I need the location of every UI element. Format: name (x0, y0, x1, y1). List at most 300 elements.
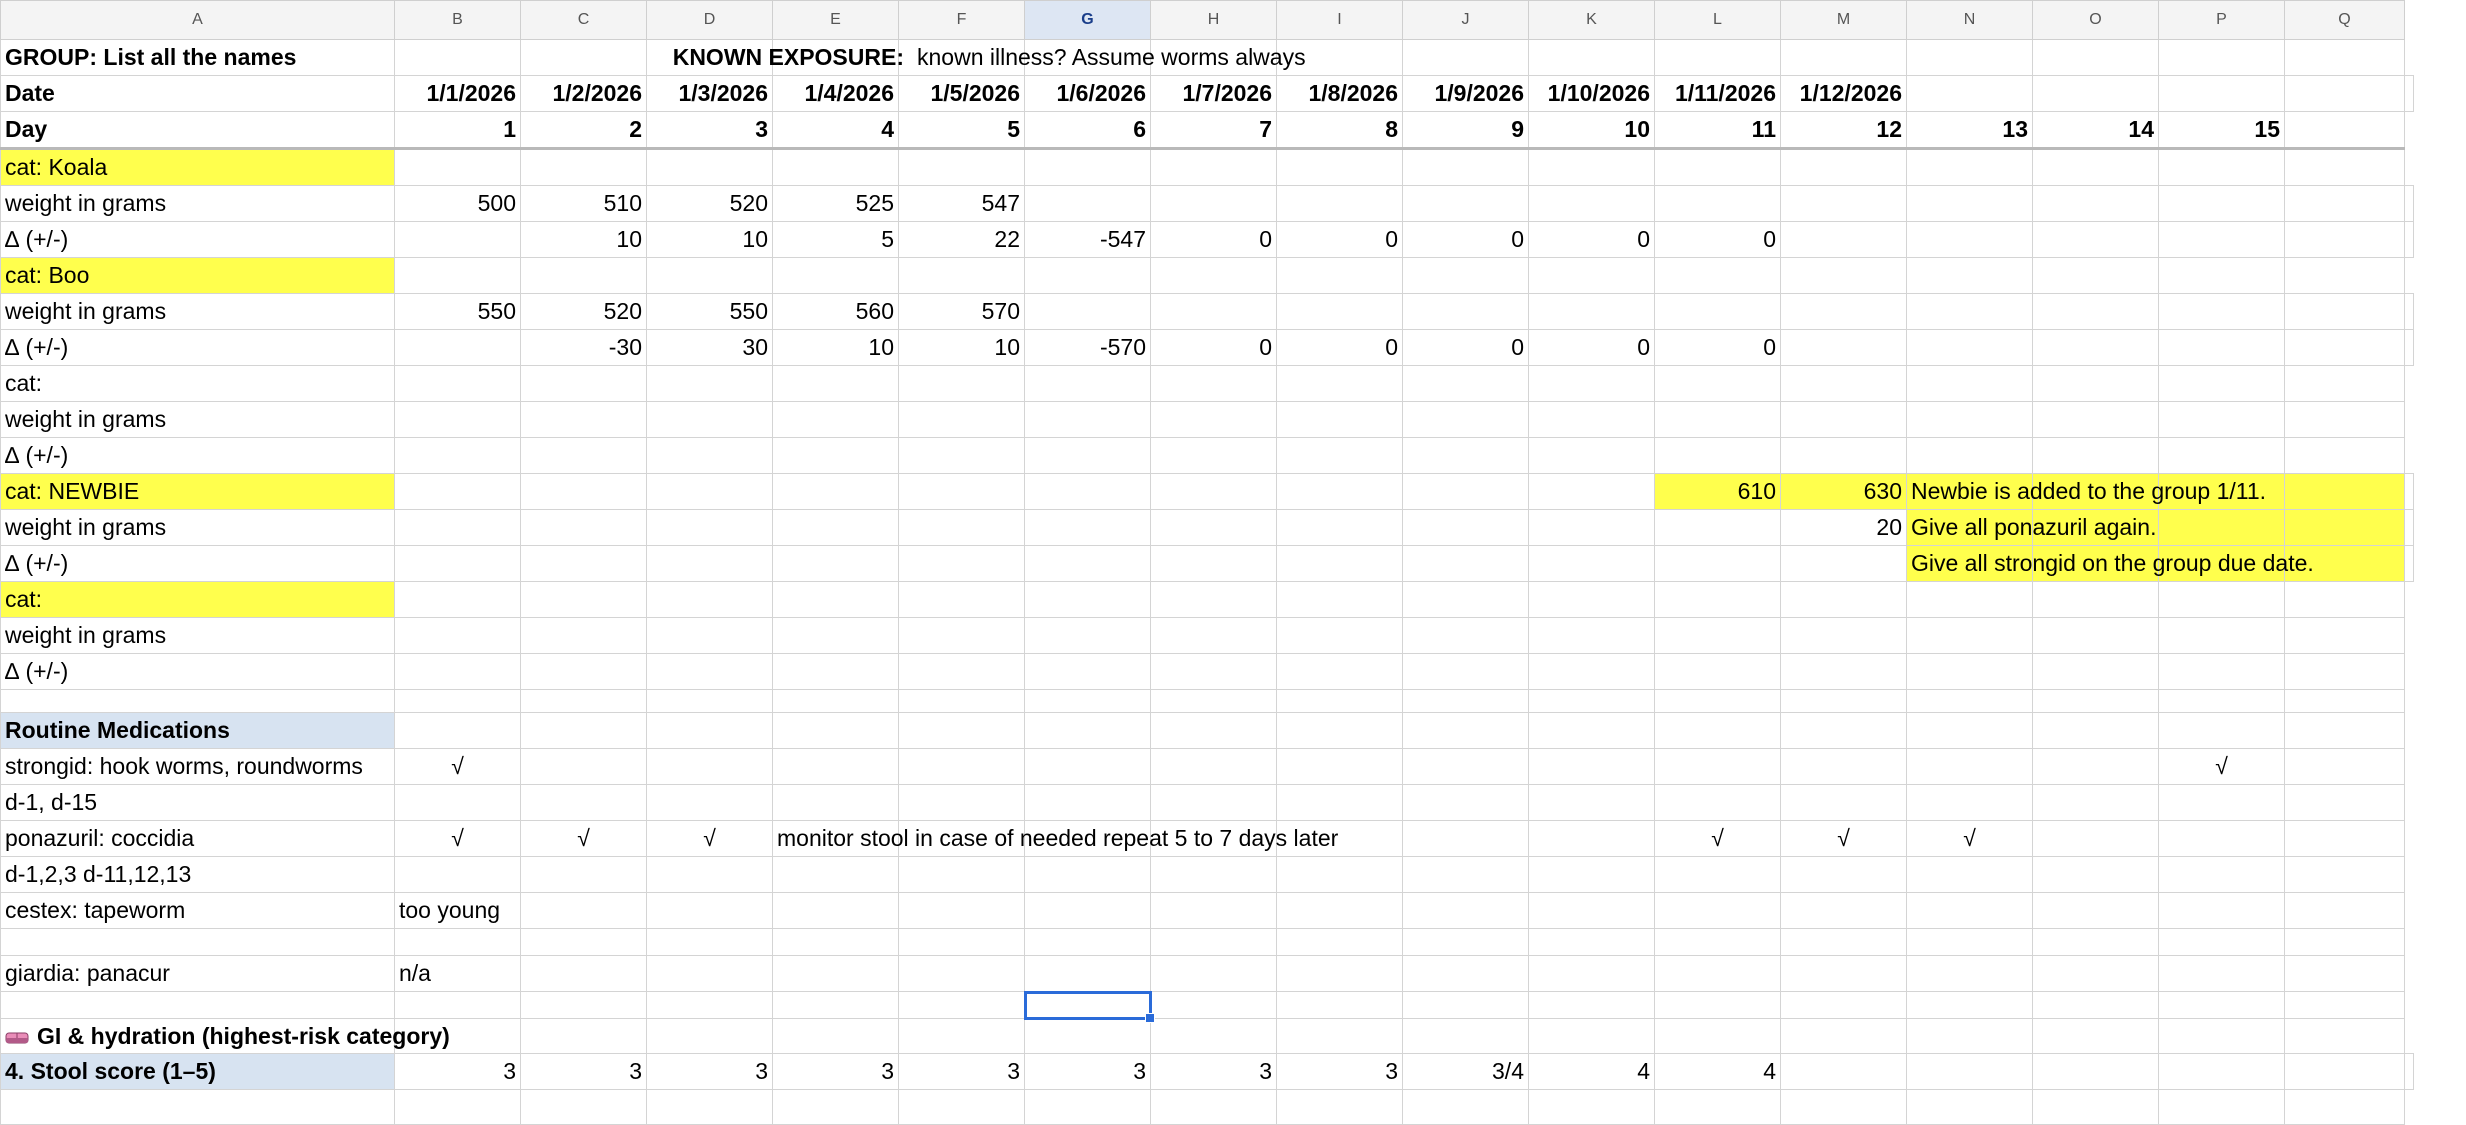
cell[interactable] (2033, 582, 2159, 618)
cell[interactable] (395, 510, 521, 546)
cell[interactable] (1277, 929, 1403, 956)
day-cell[interactable]: 15 (2159, 112, 2285, 149)
cell[interactable] (899, 149, 1025, 186)
delta-cell[interactable] (395, 222, 521, 258)
cell[interactable] (647, 893, 773, 929)
cell[interactable] (1529, 366, 1655, 402)
cell[interactable] (1655, 366, 1781, 402)
cell[interactable] (1403, 474, 1529, 510)
delta-cell[interactable]: 0 (1403, 330, 1529, 366)
cell[interactable] (773, 510, 899, 546)
cell[interactable] (647, 654, 773, 690)
cell[interactable] (2033, 785, 2159, 821)
cell[interactable] (1151, 956, 1277, 992)
cell[interactable] (1277, 893, 1403, 929)
cell[interactable] (2033, 713, 2159, 749)
cell[interactable] (2159, 857, 2285, 893)
delta-label[interactable]: ∆ (+/-) (1, 438, 395, 474)
cell[interactable] (1655, 1090, 1781, 1125)
cell[interactable] (2159, 893, 2285, 929)
cell[interactable] (1907, 330, 2033, 366)
cell[interactable] (1151, 366, 1277, 402)
cell[interactable] (1529, 785, 1655, 821)
delta-cell[interactable]: 0 (1655, 330, 1781, 366)
stool-score-cell[interactable]: 4 (1529, 1054, 1655, 1090)
cell[interactable] (1403, 654, 1529, 690)
cell[interactable] (647, 749, 773, 785)
cell[interactable] (1907, 1019, 2033, 1054)
delta-cell[interactable]: 30 (647, 330, 773, 366)
date-cell[interactable]: 1/8/2026 (1277, 76, 1403, 112)
cell[interactable] (1655, 618, 1781, 654)
date-cell[interactable]: 1/6/2026 (1025, 76, 1151, 112)
column-header[interactable]: Q (2285, 1, 2405, 40)
cell[interactable] (1151, 258, 1277, 294)
cell[interactable] (2285, 654, 2405, 690)
cell[interactable] (647, 857, 773, 893)
cell[interactable] (1529, 438, 1655, 474)
cell[interactable] (1277, 618, 1403, 654)
cat-name-cell[interactable]: cat: Koala (1, 149, 395, 186)
cell[interactable] (2159, 821, 2285, 857)
cell[interactable] (1403, 893, 1529, 929)
cell[interactable] (647, 956, 773, 992)
cell[interactable] (2159, 654, 2285, 690)
cell[interactable] (1277, 992, 1403, 1019)
cell[interactable] (773, 366, 899, 402)
cell[interactable] (647, 366, 773, 402)
cell[interactable] (1, 929, 395, 956)
cell[interactable] (2033, 1054, 2159, 1090)
check-mark-cell[interactable]: √ (647, 821, 773, 857)
ponazuril-label[interactable]: ponazuril: coccidia (1, 821, 395, 857)
cell[interactable] (647, 929, 773, 956)
weight-cell[interactable] (1277, 294, 1403, 330)
cell[interactable] (773, 402, 899, 438)
cell[interactable] (1277, 510, 1403, 546)
cell[interactable] (1529, 821, 1655, 857)
cell[interactable] (899, 258, 1025, 294)
day-cell[interactable]: 10 (1529, 112, 1655, 149)
weight-label[interactable]: weight in grams (1, 510, 395, 546)
cell[interactable] (2033, 294, 2159, 330)
cell[interactable] (1655, 510, 1781, 546)
cell[interactable] (1781, 893, 1907, 929)
cell[interactable] (1529, 149, 1655, 186)
cell[interactable] (1151, 618, 1277, 654)
stool-score-cell[interactable]: 3 (521, 1054, 647, 1090)
cell[interactable] (1277, 749, 1403, 785)
cell[interactable] (1907, 366, 2033, 402)
cell[interactable] (2033, 1090, 2159, 1125)
cell[interactable] (395, 992, 521, 1019)
cell[interactable] (773, 749, 899, 785)
cell[interactable] (1025, 582, 1151, 618)
cell[interactable] (1277, 1019, 1403, 1054)
cell[interactable] (1403, 929, 1529, 956)
cell[interactable] (899, 510, 1025, 546)
date-cell[interactable]: 1/1/2026 (395, 76, 521, 112)
column-header[interactable]: N (1907, 1, 2033, 40)
cell[interactable] (2285, 510, 2405, 546)
cell[interactable] (1403, 618, 1529, 654)
cell[interactable] (2285, 992, 2405, 1019)
date-label[interactable]: Date (1, 76, 395, 112)
cell[interactable] (1529, 258, 1655, 294)
delta-cell[interactable]: -547 (1025, 222, 1151, 258)
delta-cell[interactable]: 10 (647, 222, 773, 258)
cell[interactable] (647, 713, 773, 749)
ponazuril-note[interactable] (773, 821, 1339, 857)
cell[interactable] (1907, 690, 2033, 713)
stool-score-cell[interactable]: 3 (773, 1054, 899, 1090)
weight-cell[interactable]: 510 (521, 186, 647, 222)
cell[interactable] (1529, 713, 1655, 749)
weight-cell[interactable] (1781, 186, 1907, 222)
cell[interactable] (395, 582, 521, 618)
cell[interactable] (899, 857, 1025, 893)
cell[interactable] (1277, 438, 1403, 474)
cell[interactable] (1655, 749, 1781, 785)
cell[interactable] (773, 546, 899, 582)
cell[interactable] (899, 749, 1025, 785)
cell[interactable] (647, 546, 773, 582)
cell[interactable] (1655, 258, 1781, 294)
cell[interactable] (899, 929, 1025, 956)
cell[interactable] (1529, 893, 1655, 929)
cell[interactable] (1907, 713, 2033, 749)
stool-score-label[interactable]: 4. Stool score (1–5) (1, 1054, 395, 1090)
cell[interactable] (899, 992, 1025, 1019)
cell[interactable] (1781, 929, 1907, 956)
delta-cell[interactable] (1781, 222, 1907, 258)
day-cell[interactable]: 4 (773, 112, 899, 149)
cell[interactable] (2405, 546, 2414, 582)
cell[interactable] (1529, 992, 1655, 1019)
cell[interactable] (1781, 1090, 1907, 1125)
cell[interactable] (1529, 546, 1655, 582)
cell[interactable] (2159, 76, 2285, 112)
cell[interactable] (2159, 330, 2285, 366)
cell[interactable] (2033, 893, 2159, 929)
cell[interactable] (773, 929, 899, 956)
cell[interactable] (647, 402, 773, 438)
cell[interactable] (521, 857, 647, 893)
cell[interactable] (1907, 1054, 2033, 1090)
cell[interactable] (395, 546, 521, 582)
cell[interactable] (1403, 713, 1529, 749)
cell[interactable] (2033, 690, 2159, 713)
cell[interactable] (2285, 893, 2405, 929)
cell[interactable] (1025, 749, 1151, 785)
date-cell[interactable]: 1/9/2026 (1403, 76, 1529, 112)
column-header[interactable]: O (2033, 1, 2159, 40)
strongid-label[interactable]: strongid: hook worms, roundworms (1, 749, 395, 785)
check-mark-cell[interactable]: √ (395, 749, 521, 785)
day-cell[interactable]: 8 (1277, 112, 1403, 149)
weight-cell[interactable] (1151, 294, 1277, 330)
cell[interactable] (1655, 149, 1781, 186)
cat-name-cell[interactable]: cat: (1, 366, 395, 402)
cell[interactable] (1529, 402, 1655, 438)
cell[interactable] (521, 258, 647, 294)
cell[interactable] (1781, 857, 1907, 893)
cell[interactable] (1529, 618, 1655, 654)
cell[interactable] (2159, 510, 2285, 546)
cell[interactable] (1655, 654, 1781, 690)
weight-cell[interactable]: 547 (899, 186, 1025, 222)
cell[interactable] (1655, 1019, 1781, 1054)
cell[interactable] (1151, 929, 1277, 956)
cell[interactable] (395, 366, 521, 402)
cell[interactable] (1403, 149, 1529, 186)
cell[interactable] (1907, 893, 2033, 929)
weight-cell[interactable]: 550 (647, 294, 773, 330)
weight-cell[interactable] (1781, 294, 1907, 330)
cell[interactable] (521, 929, 647, 956)
column-header[interactable]: M (1781, 1, 1907, 40)
cell[interactable] (521, 618, 647, 654)
cell[interactable] (2285, 149, 2405, 186)
date-cell[interactable]: 1/11/2026 (1655, 76, 1781, 112)
cell[interactable] (2159, 956, 2285, 992)
cell[interactable] (1025, 402, 1151, 438)
cell[interactable] (1907, 929, 2033, 956)
check-mark-cell[interactable]: √ (1655, 821, 1781, 857)
cell[interactable] (899, 956, 1025, 992)
date-cell[interactable]: 1/10/2026 (1529, 76, 1655, 112)
cell[interactable] (1277, 713, 1403, 749)
cell[interactable] (1151, 893, 1277, 929)
cell[interactable] (2285, 186, 2405, 222)
cell[interactable] (2405, 510, 2414, 546)
strongid-schedule[interactable]: d-1, d-15 (1, 785, 395, 821)
cell[interactable] (1529, 749, 1655, 785)
cell[interactable] (1655, 857, 1781, 893)
cell[interactable] (1151, 582, 1277, 618)
cell[interactable] (1277, 149, 1403, 186)
cell[interactable] (1529, 582, 1655, 618)
cell[interactable] (521, 713, 647, 749)
stool-score-cell[interactable]: 3 (1025, 1054, 1151, 1090)
ponazuril-schedule[interactable]: d-1,2,3 d-11,12,13 (1, 857, 395, 893)
date-cell[interactable]: 1/7/2026 (1151, 76, 1277, 112)
cell[interactable] (395, 474, 521, 510)
cell[interactable] (773, 654, 899, 690)
column-header[interactable]: I (1277, 1, 1403, 40)
cell[interactable] (1025, 618, 1151, 654)
cell[interactable] (521, 402, 647, 438)
cell[interactable] (1529, 857, 1655, 893)
cell[interactable] (899, 438, 1025, 474)
delta-cell[interactable]: 22 (899, 222, 1025, 258)
giardia-label[interactable]: giardia: panacur (1, 956, 395, 992)
cell[interactable] (899, 654, 1025, 690)
check-mark-cell[interactable]: √ (2159, 749, 2285, 785)
cell[interactable] (2033, 992, 2159, 1019)
cat-name-cell[interactable]: cat: NEWBIE (1, 474, 395, 510)
date-cell[interactable]: 1/3/2026 (647, 76, 773, 112)
cell[interactable] (2405, 76, 2414, 112)
day-cell[interactable]: 13 (1907, 112, 2033, 149)
column-header[interactable]: D (647, 1, 773, 40)
cell[interactable] (1907, 992, 2033, 1019)
cell[interactable] (1907, 149, 2033, 186)
column-header[interactable]: C (521, 1, 647, 40)
delta-label[interactable]: ∆ (+/-) (1, 654, 395, 690)
cell[interactable] (1025, 893, 1151, 929)
cell[interactable] (395, 149, 521, 186)
newbie-weight-cell[interactable]: 610 (1655, 474, 1781, 510)
group-label[interactable]: GROUP: List all the names (1, 40, 395, 76)
cell[interactable] (2405, 330, 2414, 366)
cell[interactable] (1403, 785, 1529, 821)
day-cell[interactable]: 3 (647, 112, 773, 149)
cell[interactable] (2285, 713, 2405, 749)
weight-cell[interactable]: 560 (773, 294, 899, 330)
cell[interactable] (1025, 438, 1151, 474)
cell[interactable] (2033, 222, 2159, 258)
day-cell[interactable]: 14 (2033, 112, 2159, 149)
cat-name-cell[interactable]: cat: Boo (1, 258, 395, 294)
cell[interactable] (647, 474, 773, 510)
cell[interactable] (2033, 149, 2159, 186)
cell[interactable] (1403, 366, 1529, 402)
cell[interactable] (1529, 690, 1655, 713)
cell[interactable] (899, 893, 1025, 929)
cell[interactable] (1907, 654, 2033, 690)
cell[interactable] (1151, 785, 1277, 821)
newbie-weight-cell[interactable]: 630 (1781, 474, 1907, 510)
newbie-note[interactable] (1907, 546, 2314, 582)
cell[interactable] (2285, 1054, 2405, 1090)
date-cell[interactable]: 1/12/2026 (1781, 76, 1907, 112)
weight-cell[interactable]: 520 (647, 186, 773, 222)
cell[interactable] (1277, 956, 1403, 992)
cell[interactable] (2285, 1090, 2405, 1125)
cell[interactable] (395, 654, 521, 690)
column-header[interactable]: L (1655, 1, 1781, 40)
cell[interactable] (773, 690, 899, 713)
cell[interactable] (2033, 402, 2159, 438)
cell[interactable] (1529, 40, 1655, 76)
column-header[interactable]: E (773, 1, 899, 40)
cell[interactable] (521, 438, 647, 474)
cell[interactable] (1655, 582, 1781, 618)
cell[interactable] (899, 785, 1025, 821)
weight-cell[interactable] (1529, 294, 1655, 330)
delta-cell[interactable]: 5 (773, 222, 899, 258)
cestex-label[interactable]: cestex: tapeworm (1, 893, 395, 929)
cell[interactable] (1781, 956, 1907, 992)
cell[interactable] (1, 1090, 395, 1125)
cell[interactable] (2285, 749, 2405, 785)
weight-label[interactable]: weight in grams (1, 402, 395, 438)
weight-cell[interactable]: 525 (773, 186, 899, 222)
stool-score-cell[interactable] (1781, 1054, 1907, 1090)
cell[interactable] (2285, 582, 2405, 618)
cell[interactable] (2285, 438, 2405, 474)
weight-cell[interactable]: 500 (395, 186, 521, 222)
weight-cell[interactable] (1151, 186, 1277, 222)
cell[interactable] (2285, 474, 2405, 510)
cell[interactable] (1403, 992, 1529, 1019)
cell[interactable] (2159, 186, 2285, 222)
delta-cell[interactable]: 10 (773, 330, 899, 366)
delta-cell[interactable]: -570 (1025, 330, 1151, 366)
cell[interactable] (2159, 785, 2285, 821)
cell[interactable] (1655, 690, 1781, 713)
cell[interactable] (899, 402, 1025, 438)
cell[interactable] (521, 582, 647, 618)
cell[interactable] (1277, 785, 1403, 821)
cell[interactable] (2159, 40, 2285, 76)
cell[interactable] (1529, 929, 1655, 956)
cell[interactable] (1907, 186, 2033, 222)
delta-cell[interactable]: 0 (1151, 330, 1277, 366)
cell[interactable] (2285, 821, 2405, 857)
known-exposure-note[interactable] (899, 40, 1306, 76)
cell[interactable] (1907, 294, 2033, 330)
weight-label[interactable]: weight in grams (1, 618, 395, 654)
cell[interactable] (899, 618, 1025, 654)
cell[interactable] (647, 1090, 773, 1125)
cell[interactable] (1781, 749, 1907, 785)
cell[interactable] (647, 618, 773, 654)
cell[interactable] (1025, 785, 1151, 821)
cell[interactable] (521, 956, 647, 992)
cell[interactable] (773, 474, 899, 510)
delta-cell[interactable]: 0 (1277, 330, 1403, 366)
column-header-selected[interactable]: G (1025, 1, 1151, 40)
delta-cell[interactable]: 0 (1277, 222, 1403, 258)
cell[interactable] (647, 258, 773, 294)
cell[interactable] (1403, 510, 1529, 546)
cell[interactable] (1781, 582, 1907, 618)
cell[interactable] (2033, 749, 2159, 785)
stool-score-cell[interactable]: 3 (647, 1054, 773, 1090)
weight-cell[interactable]: 550 (395, 294, 521, 330)
cell[interactable] (1403, 258, 1529, 294)
cell[interactable] (2159, 294, 2285, 330)
cell[interactable] (521, 366, 647, 402)
cell[interactable] (1655, 956, 1781, 992)
cell[interactable] (1277, 258, 1403, 294)
cell[interactable] (2285, 76, 2405, 112)
cell[interactable] (1277, 654, 1403, 690)
cell[interactable] (1403, 690, 1529, 713)
cell[interactable] (1781, 149, 1907, 186)
cell[interactable] (899, 474, 1025, 510)
check-mark-cell[interactable]: √ (1781, 821, 1907, 857)
cell[interactable] (2285, 857, 2405, 893)
cell[interactable] (2159, 149, 2285, 186)
cell[interactable] (2285, 258, 2405, 294)
delta-cell[interactable]: 0 (1529, 330, 1655, 366)
cell[interactable] (1529, 956, 1655, 992)
cell[interactable] (395, 258, 521, 294)
cell[interactable] (1025, 1019, 1151, 1054)
cell[interactable] (773, 258, 899, 294)
cell[interactable] (773, 149, 899, 186)
cell[interactable] (899, 366, 1025, 402)
cell[interactable] (1403, 749, 1529, 785)
cell[interactable] (2159, 929, 2285, 956)
check-mark-cell[interactable]: √ (395, 821, 521, 857)
cell[interactable] (2159, 713, 2285, 749)
cell[interactable] (647, 510, 773, 546)
cell[interactable] (2159, 582, 2285, 618)
